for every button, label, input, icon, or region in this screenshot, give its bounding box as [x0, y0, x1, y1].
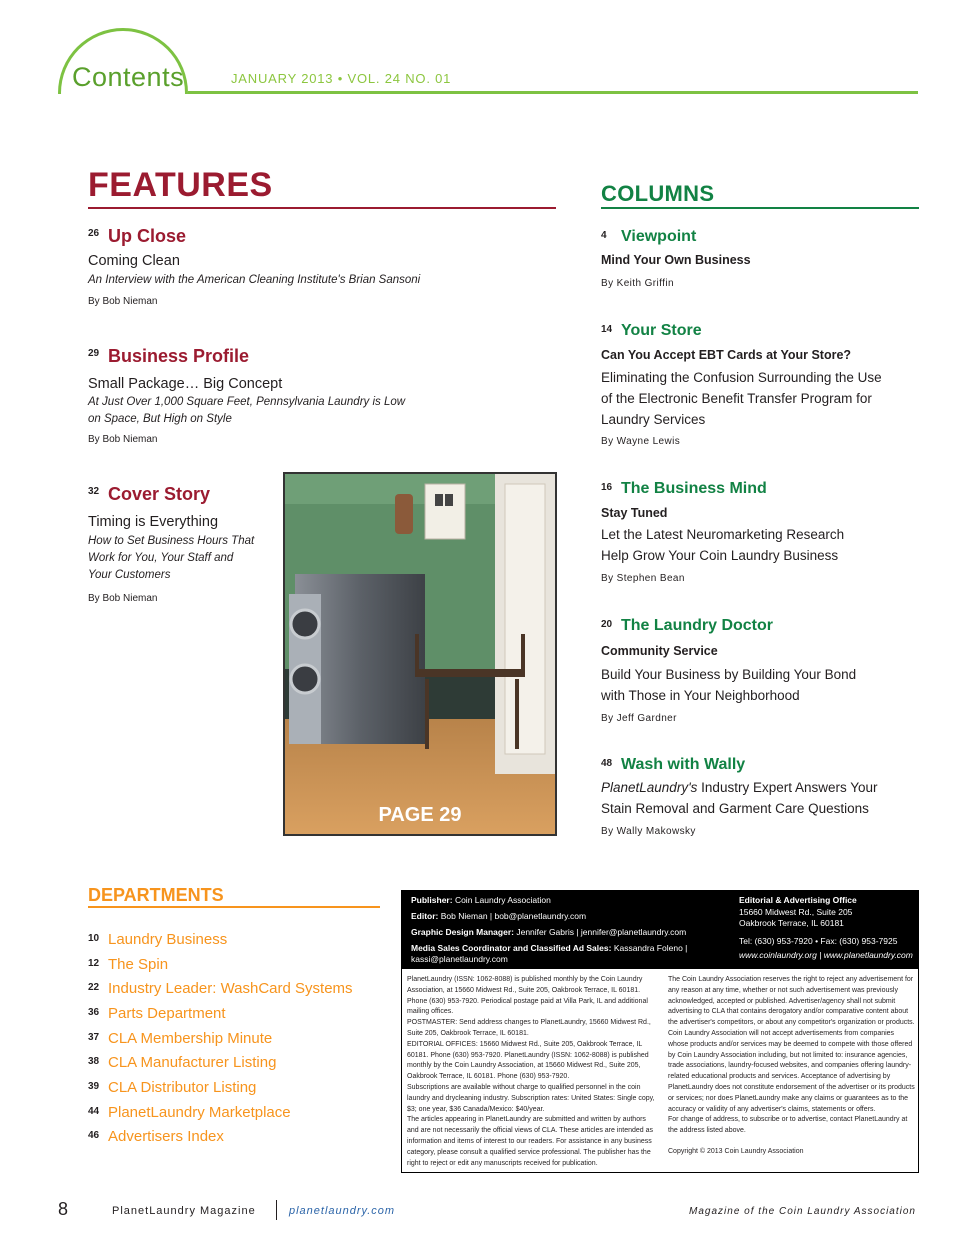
department-page-number: 39 [88, 1081, 100, 1092]
column-description-rest: Industry Expert Answers Your Stain Removal and Garment Care Questions [601, 780, 878, 816]
column-description [601, 777, 891, 819]
feature-byline: By Bob Nieman [88, 593, 158, 604]
column-byline: By Wally Makowsky [601, 826, 696, 837]
features-rule [88, 207, 556, 209]
column-title[interactable]: Your Store [621, 322, 702, 339]
feature-description: How to Set Business Hours That Work for You, Your Staff and Your Customers [88, 535, 255, 581]
column-page-number: 48 [601, 758, 613, 769]
cover-photo[interactable] [283, 472, 557, 836]
masthead-box [401, 890, 919, 1173]
department-item[interactable]: Industry Leader: WashCard Systems [108, 980, 353, 997]
column-page-number: 4 [601, 230, 607, 241]
photo-caption: PAGE 29 [378, 804, 462, 826]
footer-tagline: Magazine of the Coin Laundry Association [689, 1206, 916, 1217]
department-page-number: 38 [88, 1056, 100, 1067]
column-description: Let the Latest Neuromarketing Research Help Grow Your Coin Laundry Business [601, 527, 845, 563]
department-page-number: 22 [88, 982, 100, 993]
department-page-number: 37 [88, 1032, 100, 1043]
column-byline: By Keith Griffin [601, 278, 674, 289]
column-title[interactable]: The Laundry Doctor [621, 617, 774, 634]
footer-url-link[interactable]: planetlaundry.com [289, 1205, 396, 1217]
column-headline: Stay Tuned [601, 506, 668, 520]
feature-description: An Interview with the American Cleaning Institute's Brian Sansoni [88, 274, 421, 286]
issue-info: JANUARY 2013 • VOL. 24 NO. 01 [231, 71, 452, 86]
departments-rule [88, 906, 380, 908]
header-rule [188, 91, 918, 94]
department-item[interactable]: The Spin [108, 956, 169, 973]
feature-byline: By Bob Nieman [88, 434, 158, 445]
office-address-2: Oakbrook Terrace, IL 60181 [739, 918, 844, 928]
column-page-number: 14 [601, 324, 613, 335]
copyright-notice: Copyright © 2013 Coin Laundry Association [668, 1147, 804, 1155]
department-item[interactable]: Advertisers Index [108, 1128, 224, 1145]
feature-page-number: 29 [88, 348, 100, 359]
column-description: Build Your Business by Building Your Bond with Those in Your Neighborhood [601, 667, 857, 703]
footer-divider [276, 1200, 277, 1220]
feature-page-number: 26 [88, 228, 100, 239]
column-title[interactable]: Wash with Wally [621, 756, 746, 773]
page-title: Contents [72, 62, 185, 92]
column-title[interactable]: The Business Mind [621, 480, 767, 497]
feature-byline: By Bob Nieman [88, 296, 158, 307]
department-page-number: 46 [88, 1130, 100, 1141]
column-headline: Can You Accept EBT Cards at Your Store? [601, 348, 852, 362]
office-phone: Tel: (630) 953-7920 • Fax: (630) 953-7925 [739, 936, 898, 946]
column-headline: Mind Your Own Business [601, 253, 751, 267]
column-page-number: 16 [601, 482, 613, 493]
columns-rule [601, 207, 919, 209]
masthead-sales-email[interactable]: kassi@planetlaundry.com [411, 954, 508, 964]
features-heading: FEATURES [88, 166, 273, 204]
feature-title[interactable]: Up Close [108, 226, 187, 246]
column-title[interactable]: Viewpoint [621, 228, 697, 245]
columns-heading: COLUMNS [601, 181, 715, 206]
masthead-legal-left: PlanetLaundry (ISSN: 1062-8088) is published monthly by the Coin Laundry Association, at 15660 Midwest Rd., Suite 205, Oakbrook Terrace, IL 60181. Phone (630) 953-7920. Periodical postage paid at Villa Park, IL and additional mailing offices. POSTMASTER: Send address changes to PlanetLaundry, 15660 Midwest Rd., Suite 205, Oakbrook Terrace, IL 60181. EDITORIAL OFFICES: 15660 Midwest Rd., Suite 205, Oakbrook Terrace, IL 60181. Phone (630) 953-7920. PlanetLaundry (ISSN: 1062-8088) is published monthly by the Coin Laundry Association, at 15660 Midwest Rd., Suite 205, Oakbrook Terrace, IL 60181. Phone (630) 953-7920. Subscriptions are available without charge to qualified personnel in the coin laundry and drycleaning industry. Subscription rates: United States: Single copy, $3; one year, $36 Canada/Mexico: $40/year. The articles appearing in PlanetLaundry are submitted and written by authors and are not necessarily the official views of CLA. These articles are intended as information and items of interest to our readers. For assistance in any business category, please consult a qualified service professional. The publisher has the right to reject or edit any manuscripts received for publication. [407, 976, 655, 1167]
column-byline: By Stephen Bean [601, 573, 685, 584]
feature-subtitle: Coming Clean [88, 253, 180, 269]
department-item[interactable]: CLA Manufacturer Listing [108, 1054, 277, 1071]
feature-description: At Just Over 1,000 Square Feet, Pennsylvania Laundry is Low on Space, But High on Style [88, 396, 406, 425]
department-item[interactable]: CLA Membership Minute [108, 1030, 273, 1047]
feature-subtitle: Small Package… Big Concept [88, 376, 283, 392]
department-page-number: 12 [88, 958, 100, 969]
feature-title[interactable]: Cover Story [108, 484, 211, 504]
department-item[interactable]: Parts Department [108, 1005, 226, 1022]
column-description-italic: PlanetLaundry's [601, 780, 698, 795]
department-page-number: 44 [88, 1106, 100, 1117]
office-websites[interactable]: www.coinlaundry.org | www.planetlaundry.com [739, 950, 913, 960]
magazine-name: PlanetLaundry Magazine [112, 1205, 256, 1217]
departments-heading: DEPARTMENTS [88, 885, 224, 905]
masthead-sales: Media Sales Coordinator and Classified Ad Sales: Kassandra Foleno | [411, 943, 688, 953]
feature-title[interactable]: Business Profile [108, 346, 250, 366]
department-page-number: 36 [88, 1007, 100, 1018]
department-item[interactable]: Laundry Business [108, 931, 228, 948]
masthead-header [402, 891, 918, 969]
feature-subtitle: Timing is Everything [88, 514, 219, 530]
feature-page-number: 32 [88, 486, 100, 497]
column-page-number: 20 [601, 619, 613, 630]
masthead-editor: Editor: Bob Nieman | bob@planetlaundry.com [411, 911, 587, 921]
column-headline: Community Service [601, 644, 718, 658]
department-page-number: 10 [88, 933, 100, 944]
page-number: 8 [58, 1199, 69, 1219]
masthead-publisher: Publisher: Coin Laundry Association [411, 895, 551, 905]
laundromat-photo [285, 474, 555, 834]
masthead-legal-right: The Coin Laundry Association reserves the right to reject any advertisement for any reason at any time, whether or not such advertisement was previously acknowledged, accepted or published. Advertiser/agency shall not submit advertising to CLA that contains derogatory and/or comparative content about the advertiser's competitors, or about any competitor's organization or products. Coin Laundry Association will not accept advertisements from companies whose products and/or services may be deemed to compete with those offered by Coin Laundry Association including, but not limited to: insurance agencies, trade associations, laundry-focused websites, and companies offering laundry-related educational products and services. Acceptance of advertising by PlanetLaundry does not constitute endorsement of the advertiser or its products or services; nor does PlanetLaundry make any claims or guarantees as to the accuracy or validity of any advertiser's claims, statements or offers. For change of address, to subscribe or to advertise, contact PlanetLaundry at the address listed above. Copyright © 2013 Coin Laundry Association [668, 975, 916, 1158]
department-item[interactable]: CLA Distributor Listing [108, 1079, 257, 1096]
masthead-design: Graphic Design Manager: Jennifer Gabris | jennifer@planetlaundry.com [411, 927, 687, 937]
column-byline: By Jeff Gardner [601, 713, 677, 724]
column-description: Eliminating the Confusion Surrounding the Use of the Electronic Benefit Transfer Program for Laundry Services [601, 370, 882, 427]
office-heading: Editorial & Advertising Office [739, 895, 857, 905]
column-byline: By Wayne Lewis [601, 436, 681, 447]
office-address-1: 15660 Midwest Rd., Suite 205 [739, 907, 853, 917]
department-item[interactable]: PlanetLaundry Marketplace [108, 1104, 291, 1121]
